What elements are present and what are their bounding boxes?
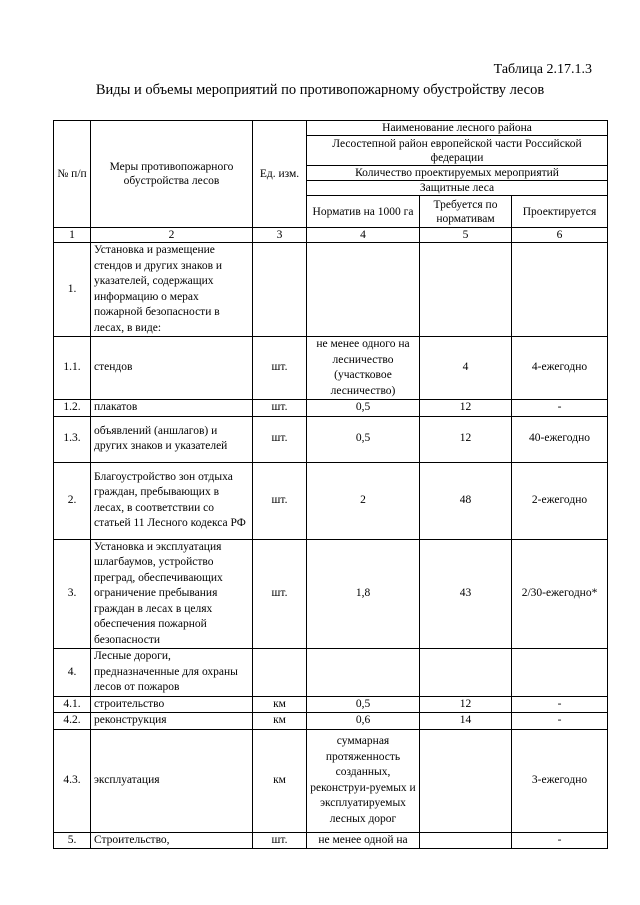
table-number: Таблица 2.17.1.3 (493, 62, 592, 77)
row-unit: шт. (253, 539, 307, 649)
row-planned: - (512, 400, 608, 417)
row-planned: - (512, 713, 608, 730)
row-norm: 0,5 (307, 696, 420, 713)
row-unit: шт. (253, 462, 307, 539)
row-num: 1. (54, 243, 91, 337)
header-district-value: Лесостепной район европейской части Российской федерации (307, 136, 608, 166)
row-norm: суммарная протяженность созданных, реконструи-руемых и эксплуатируемых лесных дорог (307, 729, 420, 832)
header-colnum-1: 1 (54, 228, 91, 243)
row-measure: стендов (91, 337, 253, 400)
row-unit: шт. (253, 832, 307, 849)
row-norm: 0,5 (307, 400, 420, 417)
row-norm: 0,6 (307, 713, 420, 730)
row-num: 4.2. (54, 713, 91, 730)
row-num: 2. (54, 462, 91, 539)
row-planned: - (512, 832, 608, 849)
table-row (54, 462, 608, 539)
row-num: 1.2. (54, 400, 91, 417)
header-colnum-6: 6 (512, 228, 608, 243)
row-unit: км (253, 696, 307, 713)
table-row (54, 729, 608, 832)
row-planned (512, 243, 608, 337)
row-measure: плакатов (91, 400, 253, 417)
table-row (54, 337, 608, 400)
row-measure: реконструкция (91, 713, 253, 730)
row-num: 4. (54, 649, 91, 697)
header-district-label: Наименование лесного района (307, 121, 608, 136)
table-row (54, 416, 608, 462)
row-planned: - (512, 696, 608, 713)
row-unit: шт. (253, 400, 307, 417)
row-unit: км (253, 729, 307, 832)
row-planned: 2-ежегодно (512, 462, 608, 539)
row-required: 12 (420, 416, 512, 462)
row-measure: Лесные дороги, предназначенные для охраны лесов от пожаров (91, 649, 253, 697)
table-row (54, 832, 608, 849)
row-num: 4.3. (54, 729, 91, 832)
row-num: 1.3. (54, 416, 91, 462)
measures-table (53, 120, 608, 849)
header-colnum-2: 2 (91, 228, 253, 243)
row-norm: 0,5 (307, 416, 420, 462)
table-header (54, 121, 608, 243)
row-unit: шт. (253, 416, 307, 462)
header-planned: Проектируется (512, 196, 608, 228)
row-required: 48 (420, 462, 512, 539)
header-required: Требуется по нормативам (420, 196, 512, 228)
row-planned: 40-ежегодно (512, 416, 608, 462)
row-measure: Установка и размещение стендов и других знаков и указателей, содержащих информацию о мерах пожарной безопасности в лесах, в виде: (91, 243, 253, 337)
table-title: Виды и объемы мероприятий по противопожарному обустройству лесов (95, 82, 545, 98)
row-unit: км (253, 713, 307, 730)
row-required (420, 243, 512, 337)
table-body (54, 243, 608, 849)
row-measure: Строительство, (91, 832, 253, 849)
row-norm: 2 (307, 462, 420, 539)
row-num: 1.1. (54, 337, 91, 400)
header-norm: Норматив на 1000 га (307, 196, 420, 228)
row-measure: строительство (91, 696, 253, 713)
header-num: № п/п (54, 121, 91, 228)
row-planned: 3-ежегодно (512, 729, 608, 832)
table-row (54, 713, 608, 730)
header-protective-forests: Защитные леса (307, 181, 608, 196)
row-required: 43 (420, 539, 512, 649)
table-row (54, 400, 608, 417)
row-required (420, 649, 512, 697)
row-required: 12 (420, 400, 512, 417)
row-norm: 1,8 (307, 539, 420, 649)
table-row (54, 539, 608, 649)
header-colnum-3: 3 (253, 228, 307, 243)
row-measure: эксплуатация (91, 729, 253, 832)
row-norm: не менее одного на лесничество (участковое лесничество) (307, 337, 420, 400)
row-required: 14 (420, 713, 512, 730)
row-required: 4 (420, 337, 512, 400)
row-unit: шт. (253, 337, 307, 400)
row-norm (307, 243, 420, 337)
row-required (420, 729, 512, 832)
row-required (420, 832, 512, 849)
header-colnum-4: 4 (307, 228, 420, 243)
header-colnum-5: 5 (420, 228, 512, 243)
row-required: 12 (420, 696, 512, 713)
table-row (54, 696, 608, 713)
header-measures: Меры противопожарного обустройства лесов (91, 121, 253, 228)
header-unit: Ед. изм. (253, 121, 307, 228)
row-num: 4.1. (54, 696, 91, 713)
row-norm (307, 649, 420, 697)
row-measure: Установка и эксплуатация шлагбаумов, устройство преград, обеспечивающих ограничение пребывания граждан в лесах в целях обеспечения пожарной безопасности (91, 539, 253, 649)
row-norm: не менее одной на (307, 832, 420, 849)
row-measure: Благоустройство зон отдыха граждан, пребывающих в лесах, в соответствии со статьей 11 Лесного кодекса РФ (91, 462, 253, 539)
row-planned: 2/30-ежегодно* (512, 539, 608, 649)
row-planned (512, 649, 608, 697)
row-num: 5. (54, 832, 91, 849)
row-num: 3. (54, 539, 91, 649)
row-unit (253, 649, 307, 697)
row-unit (253, 243, 307, 337)
header-planned-count: Количество проектируемых мероприятий (307, 166, 608, 181)
table-row (54, 649, 608, 697)
row-measure: объявлений (аншлагов) и других знаков и указателей (91, 416, 253, 462)
table-row (54, 243, 608, 337)
row-planned: 4-ежегодно (512, 337, 608, 400)
